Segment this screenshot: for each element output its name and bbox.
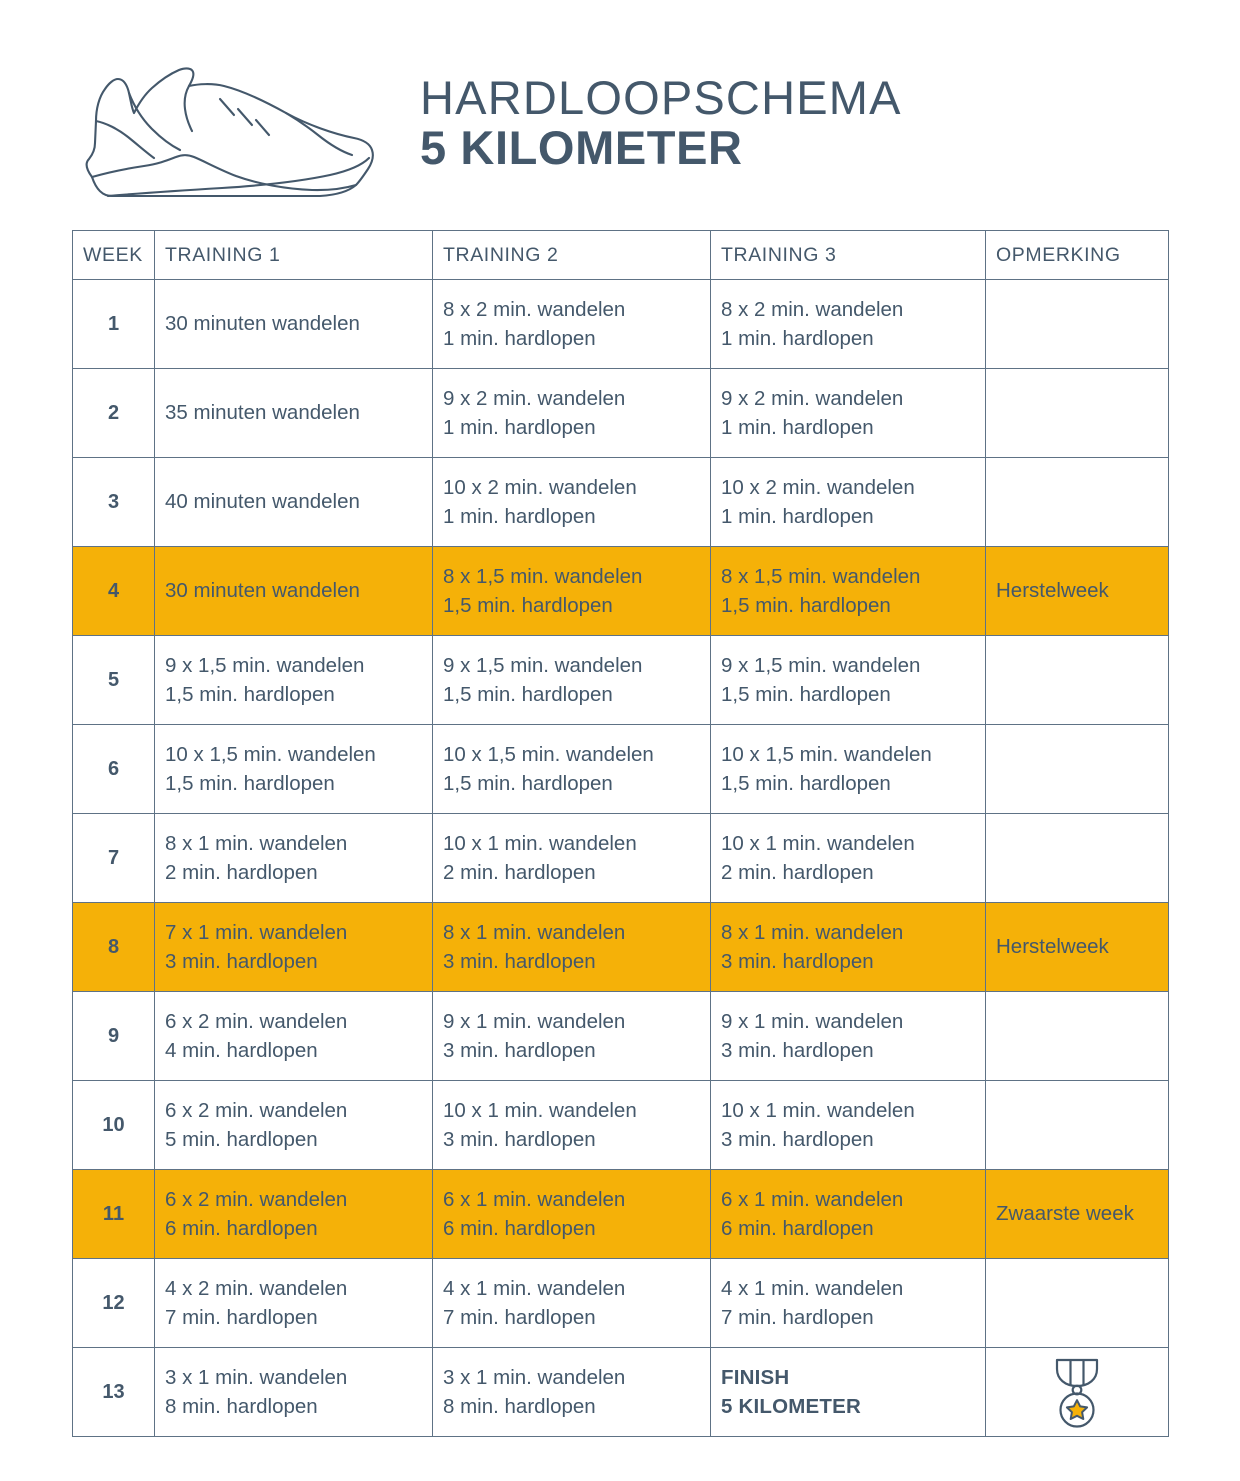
training-1-cell-line-1: 9 x 1,5 min. wandelen xyxy=(165,653,365,677)
training-3-cell xyxy=(711,725,986,814)
training-3-cell-line-2: 1 min. hardlopen xyxy=(721,327,874,350)
training-2-cell xyxy=(433,725,711,814)
training-3-cell-line-2: 6 min. hardlopen xyxy=(721,1217,874,1240)
training-2-cell-line-1: 6 x 1 min. wandelen xyxy=(443,1187,626,1211)
running-shoe-icon xyxy=(72,51,392,201)
opmerking-cell xyxy=(986,280,1169,369)
table-row xyxy=(73,903,1169,992)
opmerking-cell xyxy=(986,458,1169,547)
training-3-cell-line-1: FINISH xyxy=(721,1365,790,1389)
week-number-cell: 12 xyxy=(73,1259,155,1348)
training-1-cell xyxy=(155,992,433,1081)
training-3-cell-line-2: 3 min. hardlopen xyxy=(721,950,874,973)
training-2-cell-line-1: 8 x 1,5 min. wandelen xyxy=(443,564,643,588)
opmerking-cell xyxy=(986,814,1169,903)
table-row xyxy=(73,814,1169,903)
opmerking-text: Herstelweek xyxy=(996,935,1109,959)
training-1-cell-line-2: 5 min. hardlopen xyxy=(165,1128,318,1151)
training-2-cell-line-2: 1 min. hardlopen xyxy=(443,327,596,350)
week-number-cell: 10 xyxy=(73,1081,155,1170)
training-3-cell xyxy=(711,814,986,903)
training-1-cell-line-1: 30 minuten wandelen xyxy=(165,312,360,336)
week-number-cell: 2 xyxy=(73,369,155,458)
training-3-cell-line-2: 3 min. hardlopen xyxy=(721,1039,874,1062)
page-header xyxy=(72,42,1168,210)
training-3-cell-line-1: 8 x 1 min. wandelen xyxy=(721,920,904,944)
training-1-cell-line-1: 40 minuten wandelen xyxy=(165,490,360,514)
training-1-cell-line-2: 1,5 min. hardlopen xyxy=(165,772,335,795)
training-2-cell-line-2: 1,5 min. hardlopen xyxy=(443,594,613,617)
opmerking-cell xyxy=(986,1081,1169,1170)
table-row xyxy=(73,992,1169,1081)
training-3-cell-line-1: 10 x 2 min. wandelen xyxy=(721,475,915,499)
training-1-cell-line-1: 6 x 2 min. wandelen xyxy=(165,1009,348,1033)
opmerking-text: Zwaarste week xyxy=(996,1202,1134,1226)
training-2-cell-line-1: 9 x 1,5 min. wandelen xyxy=(443,653,643,677)
training-2-cell-line-1: 10 x 2 min. wandelen xyxy=(443,475,637,499)
training-3-cell-line-2: 1 min. hardlopen xyxy=(721,416,874,439)
training-2-cell xyxy=(433,1348,711,1437)
training-2-cell xyxy=(433,992,711,1081)
training-3-cell-line-1: 8 x 1,5 min. wandelen xyxy=(721,564,921,588)
training-1-cell-line-1: 8 x 1 min. wandelen xyxy=(165,831,348,855)
medal-star-icon xyxy=(986,1348,1168,1436)
training-2-cell xyxy=(433,1081,711,1170)
table-row xyxy=(73,1170,1169,1259)
training-2-cell-line-1: 9 x 1 min. wandelen xyxy=(443,1009,626,1033)
training-1-cell-line-1: 6 x 2 min. wandelen xyxy=(165,1187,348,1211)
training-2-cell xyxy=(433,903,711,992)
training-2-cell-line-2: 1 min. hardlopen xyxy=(443,505,596,528)
training-1-cell-line-2: 6 min. hardlopen xyxy=(165,1217,318,1240)
training-1-cell xyxy=(155,903,433,992)
training-2-cell xyxy=(433,458,711,547)
training-2-cell-line-1: 8 x 1 min. wandelen xyxy=(443,920,626,944)
training-2-cell-line-2: 2 min. hardlopen xyxy=(443,861,596,884)
training-2-cell-line-1: 8 x 2 min. wandelen xyxy=(443,297,626,321)
training-3-cell-line-2: 3 min. hardlopen xyxy=(721,1128,874,1151)
opmerking-cell xyxy=(986,992,1169,1081)
table-row xyxy=(73,725,1169,814)
training-3-cell-line-1: 8 x 2 min. wandelen xyxy=(721,297,904,321)
table-row xyxy=(73,1348,1169,1437)
training-2-cell-line-1: 4 x 1 min. wandelen xyxy=(443,1276,626,1300)
training-3-cell-line-1: 10 x 1,5 min. wandelen xyxy=(721,742,932,766)
training-2-cell-line-2: 3 min. hardlopen xyxy=(443,1128,596,1151)
training-1-cell-line-1: 30 minuten wandelen xyxy=(165,579,360,603)
week-number-cell: 13 xyxy=(73,1348,155,1437)
training-1-cell-line-1: 6 x 2 min. wandelen xyxy=(165,1098,348,1122)
training-2-cell xyxy=(433,369,711,458)
table-body xyxy=(73,280,1169,1437)
training-2-cell-line-2: 1,5 min. hardlopen xyxy=(443,772,613,795)
opmerking-cell xyxy=(986,725,1169,814)
training-1-cell xyxy=(155,814,433,903)
training-3-cell-line-1: 6 x 1 min. wandelen xyxy=(721,1187,904,1211)
training-2-cell-line-1: 10 x 1,5 min. wandelen xyxy=(443,742,654,766)
training-3-cell xyxy=(711,1170,986,1259)
training-3-cell-line-2: 1,5 min. hardlopen xyxy=(721,683,891,706)
training-2-cell-line-1: 9 x 2 min. wandelen xyxy=(443,386,626,410)
training-3-cell-line-2: 1,5 min. hardlopen xyxy=(721,772,891,795)
table-row xyxy=(73,1259,1169,1348)
training-1-cell-line-2: 2 min. hardlopen xyxy=(165,861,318,884)
training-3-cell-line-2: 5 KILOMETER xyxy=(721,1395,862,1418)
training-1-cell-line-2: 8 min. hardlopen xyxy=(165,1395,318,1418)
training-1-cell xyxy=(155,280,433,369)
training-3-cell xyxy=(711,1081,986,1170)
training-3-cell xyxy=(711,903,986,992)
training-3-cell xyxy=(711,1259,986,1348)
training-2-cell xyxy=(433,280,711,369)
week-number-cell: 1 xyxy=(73,280,155,369)
training-3-cell xyxy=(711,458,986,547)
training-3-cell-line-2: 7 min. hardlopen xyxy=(721,1306,874,1329)
training-2-cell-line-1: 10 x 1 min. wandelen xyxy=(443,1098,637,1122)
training-2-cell-line-2: 3 min. hardlopen xyxy=(443,950,596,973)
training-1-cell-line-1: 3 x 1 min. wandelen xyxy=(165,1365,348,1389)
training-3-cell-line-1: 4 x 1 min. wandelen xyxy=(721,1276,904,1300)
training-2-cell-line-2: 1,5 min. hardlopen xyxy=(443,683,613,706)
week-number-cell: 8 xyxy=(73,903,155,992)
opmerking-text: Herstelweek xyxy=(996,579,1109,603)
training-1-cell xyxy=(155,725,433,814)
training-2-cell-line-1: 3 x 1 min. wandelen xyxy=(443,1365,626,1389)
training-2-cell xyxy=(433,636,711,725)
training-2-cell xyxy=(433,547,711,636)
training-3-cell-line-1: 9 x 2 min. wandelen xyxy=(721,386,904,410)
training-1-cell-line-2: 4 min. hardlopen xyxy=(165,1039,318,1062)
opmerking-cell xyxy=(986,1170,1169,1259)
training-1-cell xyxy=(155,547,433,636)
training-2-cell-line-2: 3 min. hardlopen xyxy=(443,1039,596,1062)
training-2-cell xyxy=(433,814,711,903)
training-3-cell-line-1: 10 x 1 min. wandelen xyxy=(721,1098,915,1122)
training-1-cell xyxy=(155,369,433,458)
column-header-training-1: TRAINING 1 xyxy=(155,231,433,280)
training-2-cell xyxy=(433,1170,711,1259)
table-row xyxy=(73,1081,1169,1170)
week-number-cell: 5 xyxy=(73,636,155,725)
page-title: HARDLOOPSCHEMA xyxy=(420,71,902,125)
medal-cell xyxy=(986,1348,1169,1437)
training-3-cell xyxy=(711,547,986,636)
training-1-cell xyxy=(155,1081,433,1170)
training-1-cell-line-2: 1,5 min. hardlopen xyxy=(165,683,335,706)
training-1-cell-line-1: 7 x 1 min. wandelen xyxy=(165,920,348,944)
table-header-row xyxy=(73,231,1169,280)
training-3-cell-line-2: 2 min. hardlopen xyxy=(721,861,874,884)
training-2-cell-line-1: 10 x 1 min. wandelen xyxy=(443,831,637,855)
training-1-cell-line-1: 4 x 2 min. wandelen xyxy=(165,1276,348,1300)
page-subtitle: 5 KILOMETER xyxy=(420,121,743,175)
training-3-cell-line-2: 1,5 min. hardlopen xyxy=(721,594,891,617)
training-3-cell-line-1: 9 x 1 min. wandelen xyxy=(721,1009,904,1033)
column-header-opmerking: OPMERKING xyxy=(986,231,1169,280)
training-3-cell xyxy=(711,636,986,725)
opmerking-cell xyxy=(986,636,1169,725)
training-1-cell xyxy=(155,458,433,547)
training-3-cell-line-2: 1 min. hardlopen xyxy=(721,505,874,528)
table-row xyxy=(73,547,1169,636)
training-3-cell xyxy=(711,1348,986,1437)
training-1-cell xyxy=(155,636,433,725)
training-2-cell-line-2: 6 min. hardlopen xyxy=(443,1217,596,1240)
table-row xyxy=(73,636,1169,725)
training-1-cell-line-1: 10 x 1,5 min. wandelen xyxy=(165,742,376,766)
header-titles xyxy=(420,73,902,179)
week-number-cell: 4 xyxy=(73,547,155,636)
training-3-cell xyxy=(711,992,986,1081)
training-1-cell xyxy=(155,1348,433,1437)
training-2-cell xyxy=(433,1259,711,1348)
training-2-cell-line-2: 8 min. hardlopen xyxy=(443,1395,596,1418)
column-header-training-2: TRAINING 2 xyxy=(433,231,711,280)
training-1-cell-line-2: 3 min. hardlopen xyxy=(165,950,318,973)
training-2-cell-line-2: 1 min. hardlopen xyxy=(443,416,596,439)
training-1-cell-line-1: 35 minuten wandelen xyxy=(165,401,360,425)
week-number-cell: 11 xyxy=(73,1170,155,1259)
opmerking-cell xyxy=(986,369,1169,458)
training-1-cell xyxy=(155,1170,433,1259)
training-schedule-table xyxy=(72,230,1169,1437)
table-row xyxy=(73,458,1169,547)
table-row xyxy=(73,369,1169,458)
week-number-cell: 9 xyxy=(73,992,155,1081)
training-1-cell xyxy=(155,1259,433,1348)
opmerking-cell xyxy=(986,547,1169,636)
training-3-cell xyxy=(711,280,986,369)
opmerking-cell xyxy=(986,1259,1169,1348)
table-row xyxy=(73,280,1169,369)
training-3-cell xyxy=(711,369,986,458)
training-1-cell-line-2: 7 min. hardlopen xyxy=(165,1306,318,1329)
column-header-week: WEEK xyxy=(73,231,155,280)
training-3-cell-line-1: 10 x 1 min. wandelen xyxy=(721,831,915,855)
training-3-cell-line-1: 9 x 1,5 min. wandelen xyxy=(721,653,921,677)
column-header-training-3: TRAINING 3 xyxy=(711,231,986,280)
training-2-cell-line-2: 7 min. hardlopen xyxy=(443,1306,596,1329)
week-number-cell: 3 xyxy=(73,458,155,547)
week-number-cell: 6 xyxy=(73,725,155,814)
opmerking-cell xyxy=(986,903,1169,992)
week-number-cell: 7 xyxy=(73,814,155,903)
